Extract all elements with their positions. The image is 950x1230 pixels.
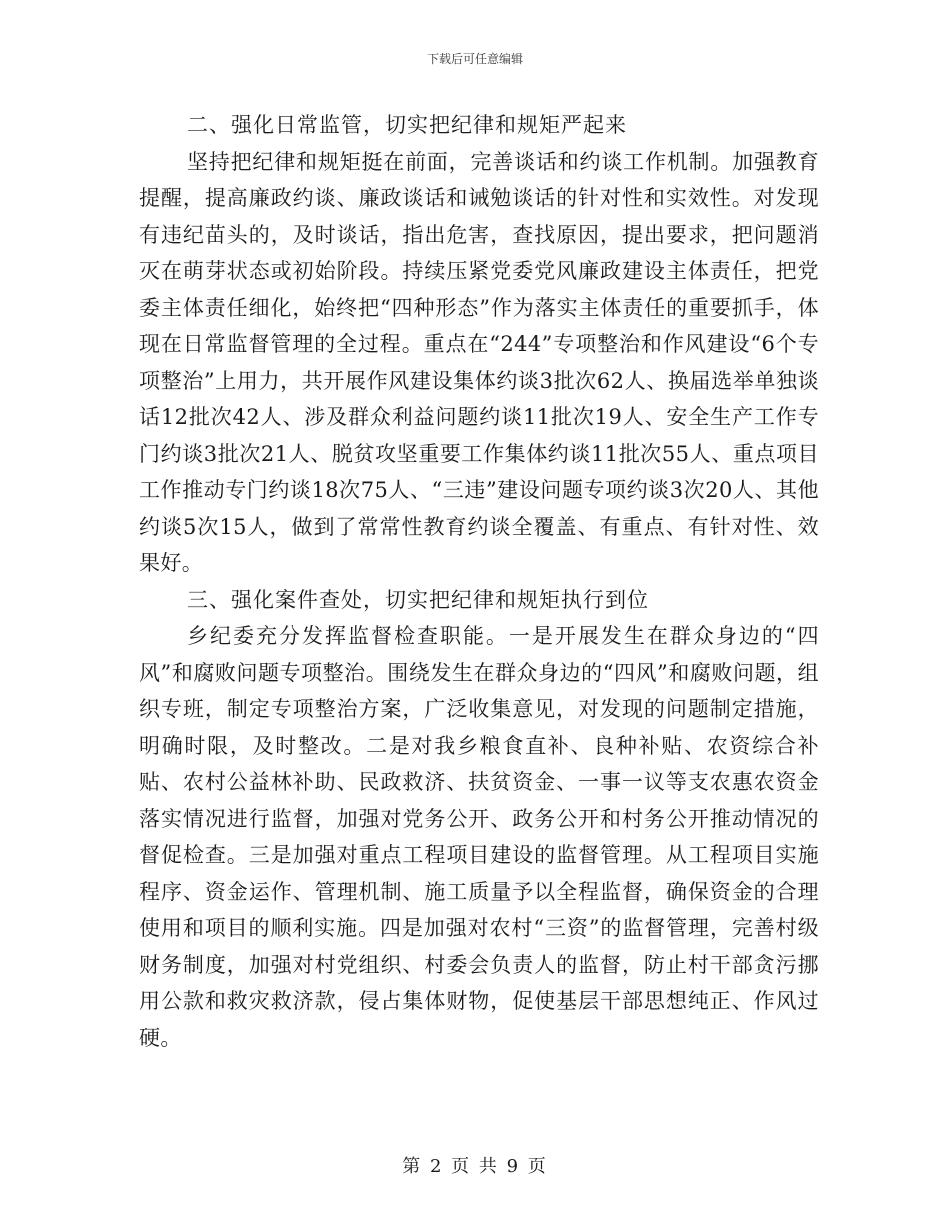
section-paragraph: 坚持把纪律和规矩挺在前面，完善谈话和约谈工作机制。加强教育提醒，提高廉政约谈、廉政谈话和诫勉谈话的针对性和实效性。对发现有违纪苗头的，及时谈话，指出危害，查找原因，提出要求，把问题消灭在萌芽状态或初始阶段。持续压紧党委党风廉政建设主体责任，把党委主体责任细化，始终把“四种形态”作为落实主体责任的重要抓手，体现在日常监督管理的全过程。重点在“244”专项整治和作风建设“6个专项整治”上用力，共开展作风建设集体约谈3批次62人、换届选举单独谈话12批次42人、涉及群众利益问题约谈11批次19人、安全生产工作专门约谈3批次21人、脱贫攻坚重要工作集体约谈11批次55人、重点项目工作推动专门约谈18次75人、“三违”建设问题专项约谈3次20人、其他约谈5次15人，做到了常常性教育约谈全覆盖、有重点、有针对性、效果好。 <box>139 149 819 575</box>
page-number: 第 2 页 共 9 页 <box>402 1156 548 1177</box>
page-header: 下载后可任意编辑 <box>426 52 523 66</box>
section-heading: 二、强化日常监管，切实把纪律和规矩严起来 <box>187 113 627 137</box>
document-body <box>139 107 819 1056</box>
section-paragraph: 乡纪委充分发挥监督检查职能。一是开展发生在群众身边的“四风”和腐败问题专项整治。围绕发生在群众身边的“四风”和腐败问题，组织专班，制定专项整治方案，广泛收集意见，对发现的问题制定措施，明确时限，及时整改。二是对我乡粮食直补、良种补贴、农资综合补贴、农村公益林补助、民政救济、扶贫资金、一事一议等支农惠农资金落实情况进行监督，加强对党务公开、政务公开和村务公开推动情况的督促检查。三是加强对重点工程项目建设的监督管理。从工程项目实施程序、资金运作、管理机制、施工质量予以全程监督，确保资金的合理使用和项目的顺利实施。四是加强对农村“三资”的监督管理，完善村级财务制度，加强对村党组织、村委会负责人的监督，防止村干部贪污挪用公款和救灾救济款，侵占集体财物，促使基层干部思想纯正、作风过硬。 <box>139 624 819 1050</box>
section-heading: 三、强化案件查处，切实把纪律和规矩执行到位 <box>187 587 649 612</box>
